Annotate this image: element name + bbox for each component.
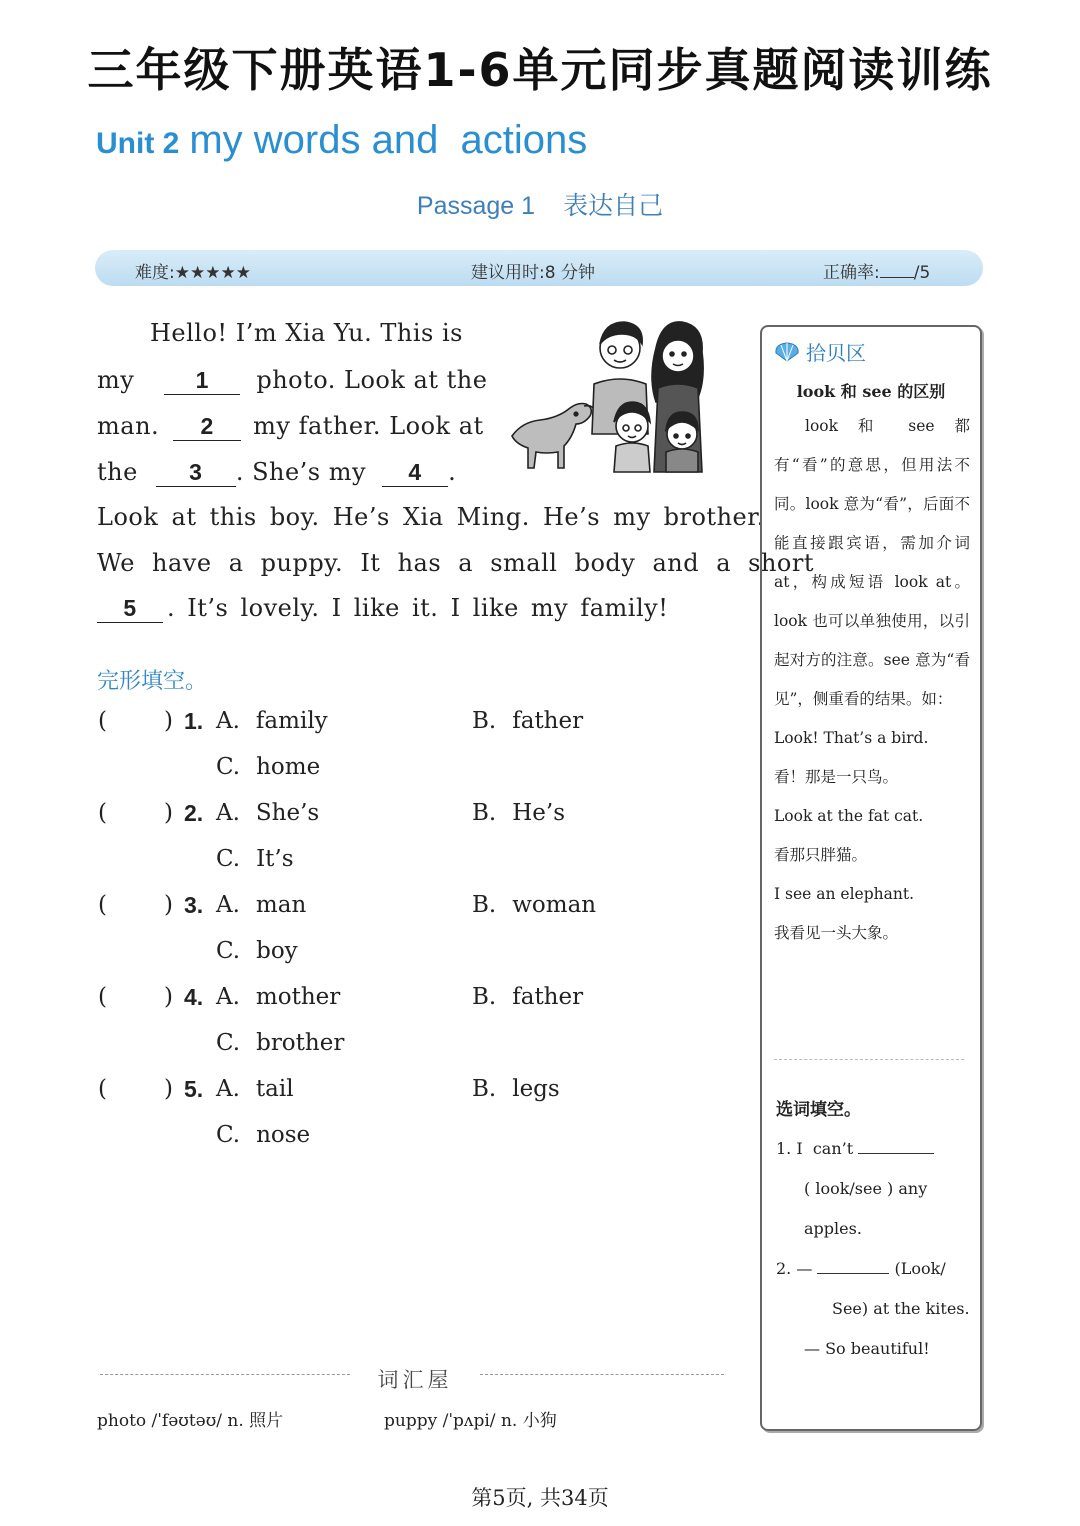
sidebar-paragraph: look 和 see 都有“看”的意思，但用法不同。look 意为“看”，后面不能直接跟宾语，需加介词 at，构成短语 look at。look 也可以单独使用，以引起对方的注意。see 意为“看见”，侧重看的结果。如： bbox=[774, 417, 970, 708]
option-c[interactable]: C. nose bbox=[216, 1122, 311, 1148]
question-number: 1. bbox=[184, 708, 204, 734]
blank-5[interactable]: 5 bbox=[97, 594, 163, 623]
passage-line: 5 . It’s lovely. I like it. I like my family! bbox=[97, 585, 668, 631]
passage-line: the 3 . She’s my 4 . bbox=[97, 458, 457, 486]
fill-blank[interactable] bbox=[817, 1257, 889, 1274]
option-b[interactable]: B. woman bbox=[472, 892, 597, 918]
cloze-heading: 完形填空。 bbox=[97, 669, 208, 694]
vocab-title: 词汇屋 bbox=[377, 1368, 453, 1392]
example-zh: 看那只胖猫。 bbox=[774, 846, 868, 864]
vocab-entry: puppy /ˈpʌpi/ n. 小狗 bbox=[384, 1411, 557, 1431]
option-a[interactable]: A. She’s bbox=[216, 800, 320, 826]
exercise-item-2-reply: — So beautiful! bbox=[804, 1339, 930, 1358]
sidebar-heading: 拾贝区 bbox=[774, 337, 866, 368]
answer-paren-open[interactable]: ( bbox=[98, 1076, 107, 1102]
blank-4[interactable]: 4 bbox=[382, 458, 448, 487]
difficulty-stars: ★★★★★ bbox=[174, 263, 251, 283]
question-number: 3. bbox=[184, 892, 204, 918]
option-c[interactable]: C. boy bbox=[216, 938, 298, 964]
exercise-heading: 选词填空。 bbox=[776, 1100, 861, 1120]
example-en: Look! That’s a bird. bbox=[774, 729, 929, 747]
example-zh: 我看见一头大象。 bbox=[774, 924, 899, 942]
passage-heading bbox=[0, 186, 1080, 222]
question-number: 4. bbox=[184, 984, 204, 1010]
example-en: Look at the fat cat. bbox=[774, 807, 924, 825]
answer-paren-open[interactable]: ( bbox=[98, 800, 107, 826]
sidebar-separator bbox=[774, 1059, 964, 1060]
accuracy-blank[interactable] bbox=[880, 263, 914, 278]
question-number: 2. bbox=[184, 800, 204, 826]
unit-label: Unit 2 bbox=[96, 127, 180, 160]
answer-paren-close: ) bbox=[164, 708, 173, 734]
exercise-item-1-cont: ( look/see ) any apples. bbox=[804, 1179, 928, 1238]
passage-label: Passage 1 bbox=[416, 192, 536, 220]
answer-paren-open[interactable]: ( bbox=[98, 708, 107, 734]
difficulty-label: 难度: bbox=[135, 263, 175, 283]
option-a[interactable]: A. mother bbox=[216, 984, 341, 1010]
option-a[interactable]: A. tail bbox=[216, 1076, 294, 1102]
suggested-time: 建议用时:8 分钟 bbox=[471, 263, 595, 283]
option-a[interactable]: A. man bbox=[216, 892, 307, 918]
passage-line: my 1 photo. Look at the bbox=[97, 366, 488, 394]
example-zh: 看！那是一只鸟。 bbox=[774, 768, 899, 786]
blank-1[interactable]: 1 bbox=[164, 366, 240, 395]
page-title: 三年级下册英语1-6单元同步真题阅读训练 bbox=[87, 43, 993, 97]
answer-paren-close: ) bbox=[164, 1076, 173, 1102]
tip-sidebar bbox=[760, 325, 982, 1431]
exercise-item-2-cont: See) at the kites. bbox=[832, 1299, 970, 1318]
accuracy-label: 正确率: bbox=[823, 263, 880, 283]
question-number: 5. bbox=[184, 1076, 204, 1102]
vocab-entry: photo /ˈfəʊtəʊ/ n. 照片 bbox=[97, 1411, 284, 1431]
blank-3[interactable]: 3 bbox=[156, 458, 236, 487]
sidebar-body bbox=[774, 407, 970, 953]
answer-paren-close: ) bbox=[164, 892, 173, 918]
exercise-item-2: 2. — (Look/ bbox=[776, 1259, 946, 1278]
divider-line bbox=[480, 1374, 724, 1375]
answer-paren-open[interactable]: ( bbox=[98, 892, 107, 918]
info-bar bbox=[95, 250, 983, 286]
option-b[interactable]: B. father bbox=[472, 708, 584, 734]
option-c[interactable]: C. It’s bbox=[216, 846, 294, 872]
fill-blank[interactable] bbox=[858, 1137, 934, 1154]
option-a[interactable]: A. family bbox=[216, 708, 328, 734]
option-b[interactable]: B. father bbox=[472, 984, 584, 1010]
passage-line: We have a puppy. It has a small body and a short bbox=[97, 549, 814, 577]
passage-topic: 表达自己 bbox=[563, 192, 664, 220]
option-b[interactable]: B. He’s bbox=[472, 800, 566, 826]
example-en: I see an elephant. bbox=[774, 885, 915, 903]
vocab-divider bbox=[100, 1364, 724, 1392]
unit-name: my words and actions bbox=[189, 118, 588, 162]
answer-paren-open[interactable]: ( bbox=[98, 984, 107, 1010]
accuracy-total: /5 bbox=[913, 263, 931, 283]
family-illustration bbox=[506, 318, 732, 474]
accuracy-rate bbox=[823, 258, 930, 283]
passage-line: Hello! I’m Xia Yu. This is bbox=[150, 319, 463, 347]
answer-paren-close: ) bbox=[164, 984, 173, 1010]
shell-icon bbox=[774, 341, 800, 368]
passage-line: man. 2 my father. Look at bbox=[97, 412, 484, 440]
option-b[interactable]: B. legs bbox=[472, 1076, 560, 1102]
answer-paren-close: ) bbox=[164, 800, 173, 826]
exercise-body bbox=[776, 1129, 972, 1369]
passage-line: Look at this boy. He’s Xia Ming. He’s my brother. bbox=[97, 503, 765, 531]
page-footer: 第5页, 共34页 bbox=[471, 1486, 609, 1510]
blank-2[interactable]: 2 bbox=[173, 412, 241, 441]
divider-line bbox=[100, 1374, 350, 1375]
sidebar-subtitle: look 和 see 的区别 bbox=[796, 382, 946, 401]
difficulty-rating bbox=[135, 258, 251, 283]
option-c[interactable]: C. home bbox=[216, 754, 321, 780]
exercise-item-1: 1. I can’t bbox=[776, 1129, 972, 1169]
option-c[interactable]: C. brother bbox=[216, 1030, 345, 1056]
unit-heading bbox=[96, 118, 587, 163]
